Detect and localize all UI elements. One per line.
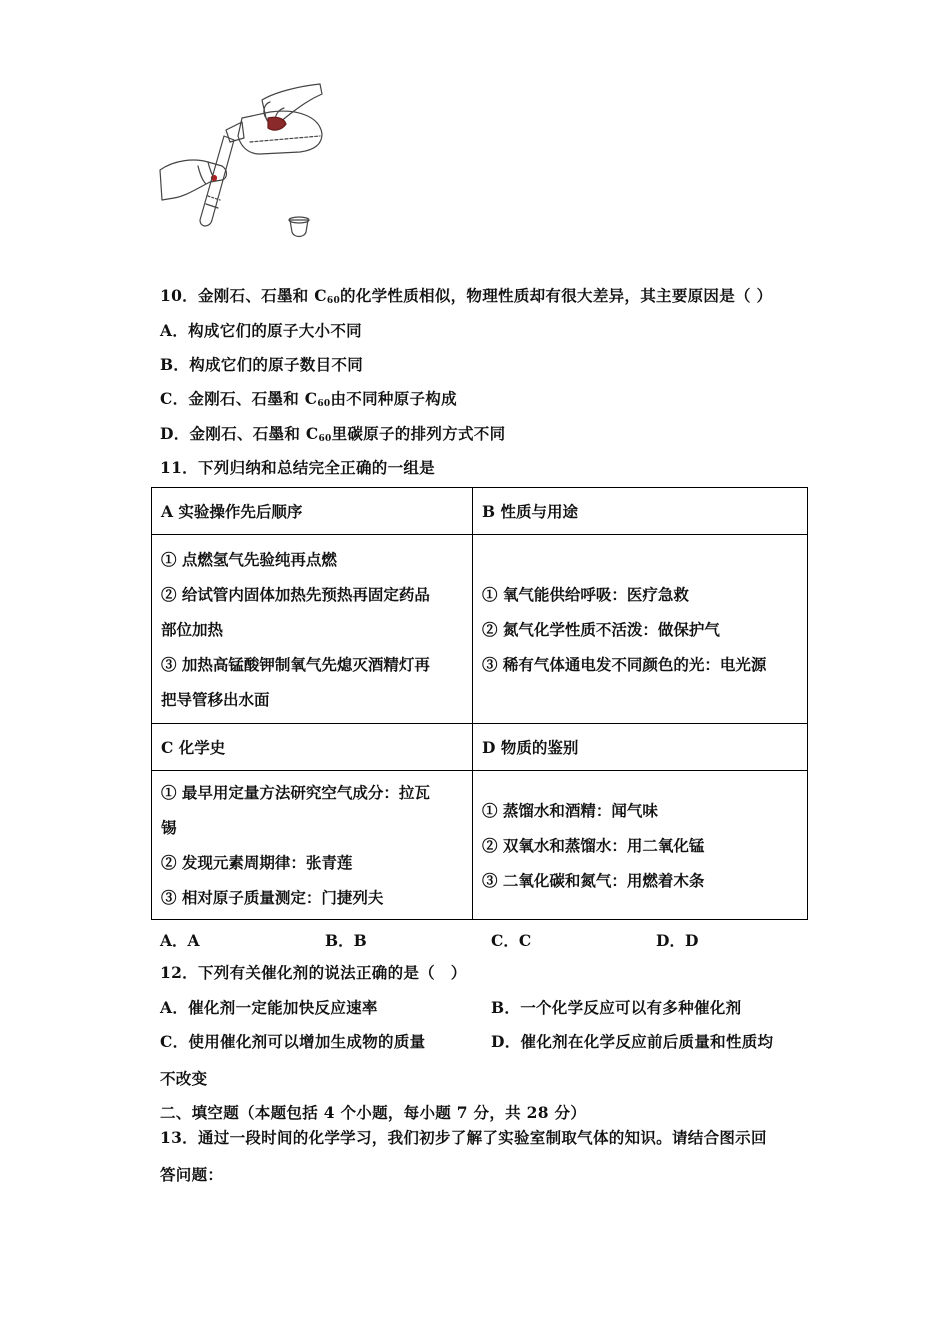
cell-a-body bbox=[152, 535, 473, 724]
q13-stem-line1: 13．通过一段时间的化学学习，我们初步了解了实验室制取气体的知识。请结合图示回 bbox=[160, 1128, 767, 1147]
q11-table bbox=[151, 487, 808, 920]
cell-c-line: 锡 bbox=[161, 818, 177, 837]
reagent-bottle bbox=[238, 111, 322, 154]
q13-stem-line2: 答问题： bbox=[160, 1165, 224, 1184]
cell-b-line: ② 氮气化学性质不活泼：做保护气 bbox=[482, 619, 720, 639]
cell-b-line: ③ 稀有气体通电发不同颜色的光：电光源 bbox=[482, 654, 767, 674]
q11-option-d: D．D bbox=[656, 931, 699, 950]
q10-option-b: B．构成它们的原子数目不同 bbox=[160, 355, 364, 374]
q10-option-c: C．金刚石、石墨和 $C_{60}$由不同种原子构成 bbox=[160, 389, 457, 409]
q11-option-a: A．A bbox=[160, 931, 200, 950]
cell-c-line: ① 最早用定量方法研究空气成分：拉瓦 bbox=[161, 783, 430, 802]
cell-b-line: ① 氧气能供给呼吸：医疗急救 bbox=[482, 584, 689, 604]
section-heading: 二、填空题（本题包括 4 个小题，每小题 7 分，共 28 分） bbox=[160, 1103, 587, 1122]
cell-d-body bbox=[473, 771, 808, 920]
q11-stem: 11．下列归纳和总结完全正确的一组是 bbox=[160, 458, 435, 477]
cell-d-line: ① 蒸馏水和酒精：闻气味 bbox=[482, 800, 658, 820]
q12-option-d: D．催化剂在化学反应前后质量和性质均 bbox=[491, 1032, 774, 1051]
cell-c-title: C 化学史 bbox=[152, 724, 473, 771]
q12-option-c: C．使用催化剂可以增加生成物的质量 bbox=[160, 1032, 426, 1051]
cell-c-line: ② 发现元素周期律：张青莲 bbox=[161, 853, 353, 872]
cell-c-body bbox=[152, 771, 473, 920]
cell-d-title: D 物质的鉴别 bbox=[473, 724, 808, 771]
cell-d-line: ③ 二氧化碳和氮气：用燃着木条 bbox=[482, 870, 705, 890]
q12-option-d-continued: 不改变 bbox=[160, 1069, 208, 1088]
q11-option-b: B．B bbox=[325, 931, 367, 950]
cell-b-title: B 性质与用途 bbox=[473, 488, 808, 535]
q10-stem: 10．金刚石、石墨和 $C_{60}$的化学性质相似，物理性质却有很大差异，其主要原因是（ ） bbox=[160, 286, 773, 306]
cell-a-line: ② 给试管内固体加热先预热再固定药品 bbox=[161, 584, 430, 604]
cell-b-body bbox=[473, 535, 808, 724]
cell-a-title: A 实验操作先后顺序 bbox=[152, 488, 473, 535]
cell-a-line: ① 点燃氢气先验纯再点燃 bbox=[161, 549, 337, 569]
q12-stem: 12．下列有关催化剂的说法正确的是（ ） bbox=[160, 963, 467, 982]
q10-option-d: D．金刚石、石墨和 $C_{60}$里碳原子的排列方式不同 bbox=[160, 424, 506, 444]
pouring-liquid-illustration bbox=[150, 78, 340, 243]
q12-option-a: A．催化剂一定能加快反应速率 bbox=[160, 998, 378, 1017]
cell-d-line: ② 双氧水和蒸馏水：用二氧化锰 bbox=[482, 835, 705, 855]
q11-option-c: C．C bbox=[491, 931, 532, 950]
q12-option-b: B．一个化学反应可以有多种催化剂 bbox=[491, 998, 742, 1017]
cell-a-line: 把导管移出水面 bbox=[161, 689, 270, 709]
cell-c-line: ③ 相对原子质量测定：门捷列夫 bbox=[161, 888, 384, 907]
q10-option-a: A．构成它们的原子大小不同 bbox=[160, 321, 362, 340]
cell-a-line: ③ 加热高锰酸钾制氧气先熄灭酒精灯再 bbox=[161, 654, 430, 674]
cell-a-line: 部位加热 bbox=[161, 619, 224, 639]
